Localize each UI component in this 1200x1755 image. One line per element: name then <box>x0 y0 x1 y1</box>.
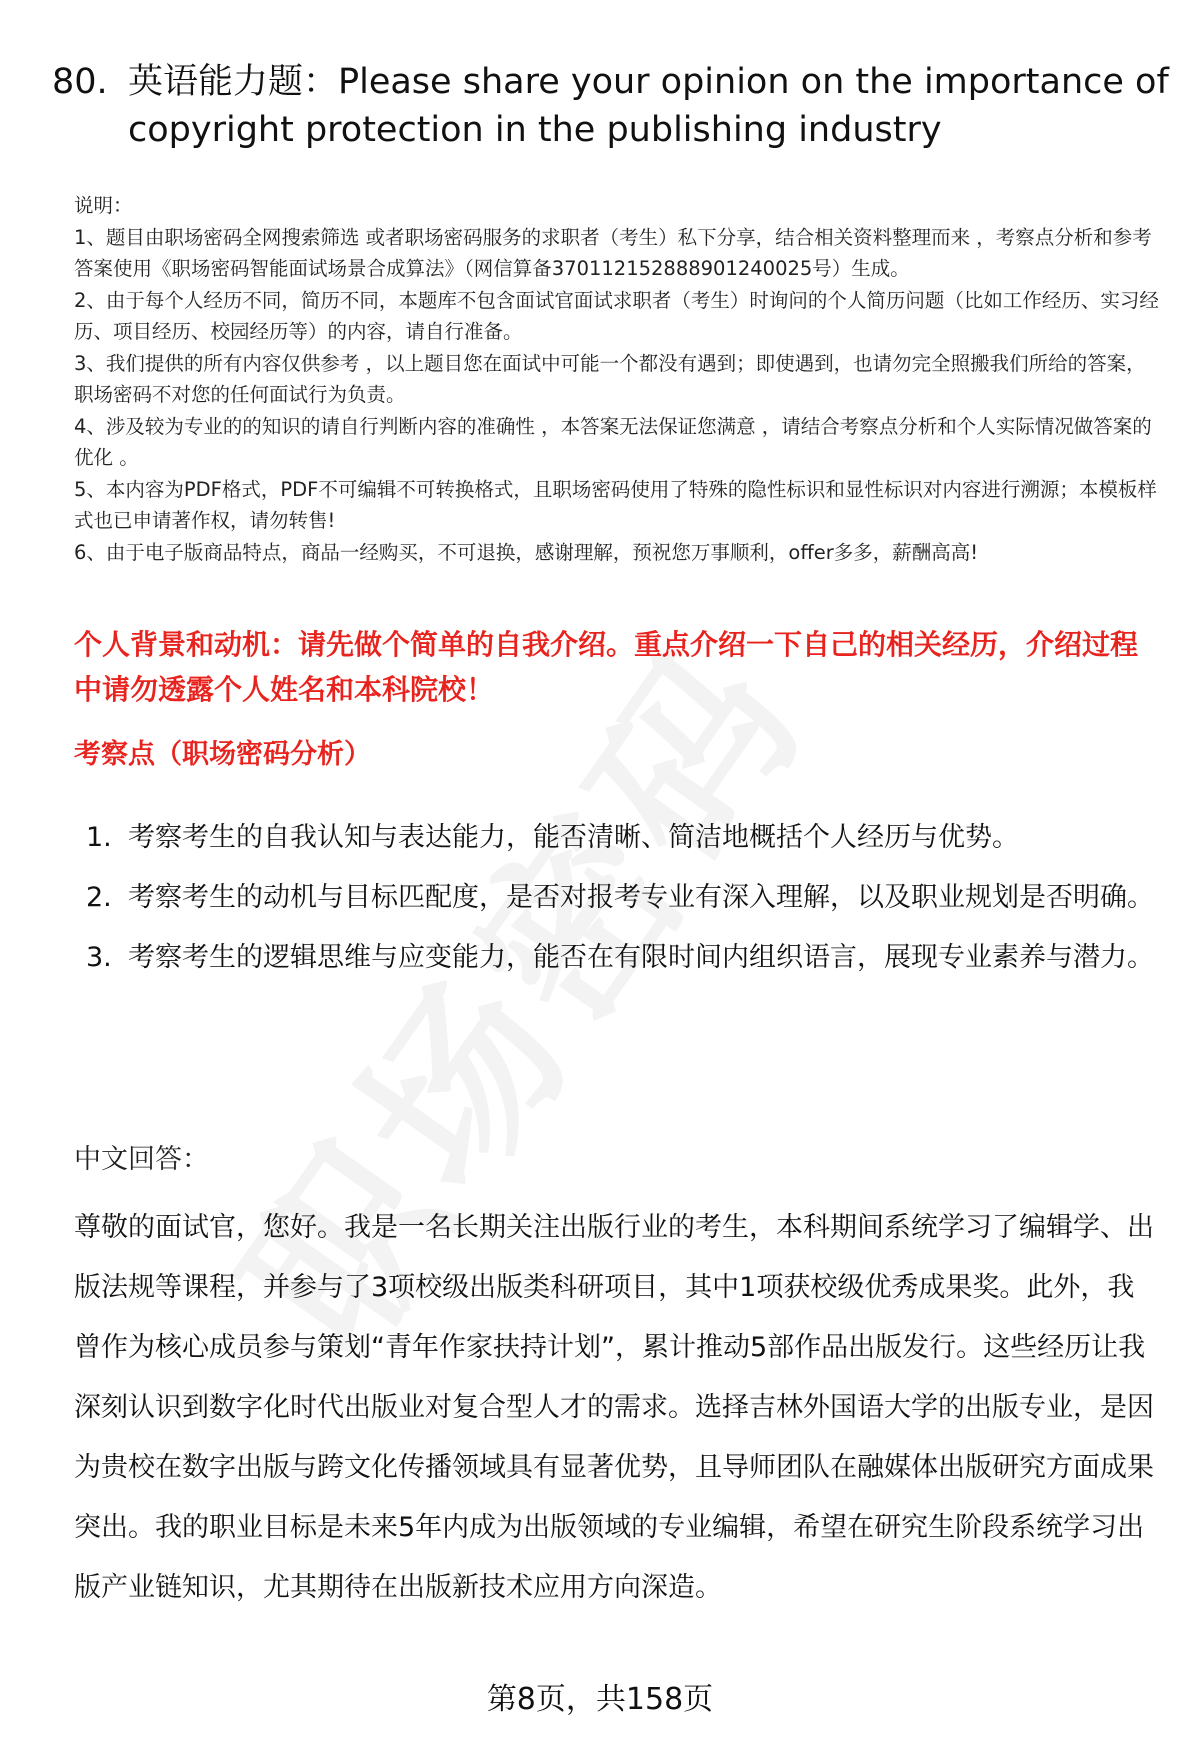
point-text: 考察考生的逻辑思维与应变能力，能否在有限时间内组织语言，展现专业素养与潜力。 <box>128 942 1154 973</box>
assessment-point <box>74 928 1164 988</box>
note-item: 3、我们提供的所有内容仅供参考 ，以上题目您在面试中可能一个都没有遇到；即使遇到，也请勿完全照搬我们所给的答案，职场密码不对您的任何面试行为负责。 <box>74 351 1146 406</box>
point-text: 考察考生的动机与目标匹配度，是否对报考专业有深入理解，以及职业规划是否明确。 <box>128 882 1154 913</box>
assessment-point <box>74 808 1164 868</box>
question-text: 英语能力题：Please share your opinion on the importance of copyright protection in the publishing industry <box>128 62 1169 150</box>
question-title <box>52 58 1172 154</box>
background-question: 个人背景和动机：请先做个简单的自我介绍。重点介绍一下自己的相关经历，介绍过程中请勿透露个人姓名和本科院校！ <box>74 628 1139 706</box>
assessment-point <box>74 868 1164 928</box>
point-number: 3. <box>86 942 112 973</box>
assessment-points <box>74 808 1164 988</box>
answer-text: 尊敬的面试官，您好。我是一名长期关注出版行业的考生，本科期间系统学习了编辑学、出版法规等课程，并参与了3项校级出版类科研项目，其中1项获校级优秀成果奖。此外，我曾作为核心成员参与策划“青年作家扶持计划”，累计推动5部作品出版发行。这些经历让我深刻认识到数字化时代出版业对复合型人才的需求。选择吉林外国语大学的出版专业，是因为贵校在数字出版与跨文化传播领域具有显著优势，且导师团队在融媒体出版研究方面成果突出。我的职业目标是未来5年内成为出版领域的专业编辑，希望在研究生阶段系统学习出版产业链知识，尤其期待在出版新技术应用方向深造。 <box>74 1212 1154 1603</box>
point-number: 2. <box>86 882 112 913</box>
note-item: 1、题目由职场密码全网搜索筛选 或者职场密码服务的求职者（考生）私下分享，结合相关资料整理而来 ，考察点分析和参考答案使用《职场密码智能面试场景合成算法》（网信算备370112152888901240025号）生成。 <box>74 225 1152 280</box>
note-item: 2、由于每个人经历不同，简历不同，本题库不包含面试官面试求职者（考生）时询问的个人简历问题（比如工作经历、实习经历、项目经历、校园经历等）的内容，请自行准备。 <box>74 288 1159 343</box>
point-text: 考察考生的自我认知与表达能力，能否清晰、简洁地概括个人经历与优势。 <box>128 822 1019 853</box>
answer-label: 中文回答： <box>74 1144 209 1175</box>
note-item: 4、涉及较为专业的的知识的请自行判断内容的准确性 ，本答案无法保证您满意 ，请结合考察点分析和个人实际情况做答案的优化 。 <box>74 414 1152 469</box>
note-item: 6、由于电子版商品特点，商品一经购买，不可退换，感谢理解，预祝您万事顺利，offer多多，薪酬高高! <box>74 540 979 564</box>
question-number: 80. <box>52 62 108 102</box>
notes-heading: 说明： <box>74 194 133 217</box>
note-item: 5、本内容为PDF格式，PDF不可编辑不可转换格式，且职场密码使用了特殊的隐性标识和显性标识对内容进行溯源；本模板样式也已申请著作权，请勿转售! <box>74 477 1157 532</box>
point-number: 1. <box>86 822 112 853</box>
notes-section <box>74 190 1164 568</box>
page-footer: 第8页，共158页 <box>486 1682 714 1717</box>
assessment-heading: 考察点（职场密码分析） <box>74 739 371 770</box>
